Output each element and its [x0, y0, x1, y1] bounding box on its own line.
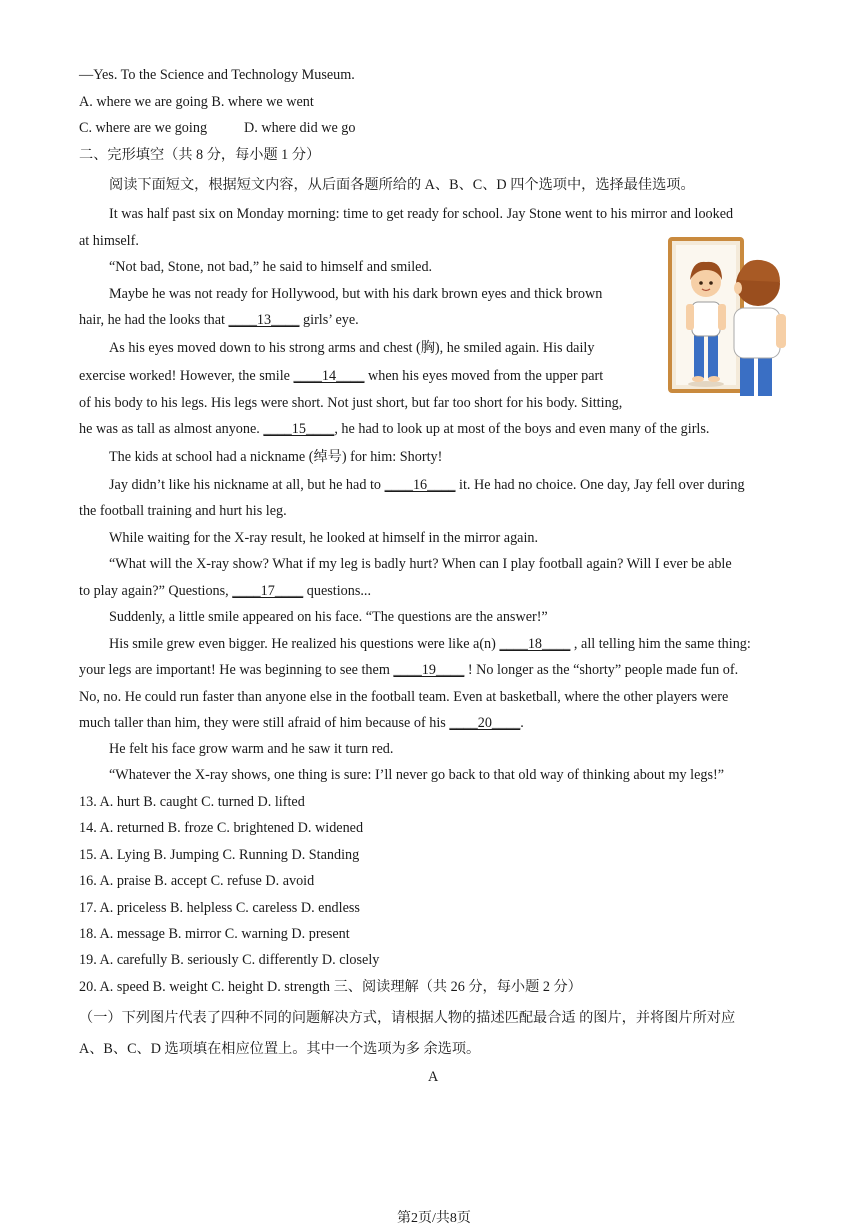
- passage-line: No, no. He could run faster than anyone else in the football team. Even at basketball, where the other players were: [79, 689, 729, 705]
- passage-text: exercise worked! However, the smile: [79, 368, 294, 384]
- passage-line: He felt his face grow warm and he saw it turn red.: [109, 741, 394, 757]
- passage-line: the football training and hurt his leg.: [79, 503, 287, 519]
- passage-line: [79, 367, 603, 385]
- passage-line: “Not bad, Stone, not bad,” he said to himself and smiled.: [109, 259, 433, 275]
- picture-label-a: A: [428, 1069, 439, 1085]
- section-instruction-cloze: 阅读下面短文，根据短文内容，从后面各题所给的 A、B、C、D 四个选项中，选择最佳选项。: [109, 177, 695, 193]
- question-item: 17. A. priceless B. helpless C. careless D. endless: [79, 900, 360, 916]
- option-d: D. where did we go: [244, 120, 356, 136]
- boy-mirror-illustration: [668, 236, 790, 398]
- blank-17: ____17____: [232, 583, 304, 599]
- options-line-ab: A. where we are going B. where we went: [79, 94, 314, 110]
- passage-text: His smile grew even bigger. He realized his questions were like a(n): [109, 636, 500, 652]
- blank-18: ____18____: [499, 636, 571, 652]
- question-item: 15. A. Lying B. Jumping C. Running D. Standing: [79, 847, 360, 863]
- passage-line: The kids at school had a nickname (绰号) for him: Shorty!: [109, 449, 443, 465]
- passage-line: [79, 582, 371, 600]
- blank-19: ____19____: [393, 662, 465, 678]
- blank-20: ____20____: [449, 715, 521, 731]
- passage-line: of his body to his legs. His legs were short. Not just short, but far too short for his body. Sitting,: [79, 395, 623, 411]
- passage-line: [109, 635, 751, 653]
- passage-line: [79, 311, 359, 329]
- blank-16: ____16____: [384, 477, 456, 493]
- question-item: 14. A. returned B. froze C. brightened D. widened: [79, 820, 364, 836]
- reading-instruction: （一）下列图片代表了四种不同的问题解决方式，请根据人物的描述匹配最合适 的图片，并将图片所对应: [79, 1010, 736, 1026]
- passage-line: [79, 661, 738, 679]
- passage-text: hair, he had the looks that: [79, 312, 229, 328]
- answer-reply-line: —Yes. To the Science and Technology Museum.: [79, 67, 355, 83]
- passage-line: Maybe he was not ready for Hollywood, but with his dark brown eyes and thick brown: [109, 286, 603, 302]
- passage-text: it. He had no choice. One day, Jay fell over during: [455, 477, 745, 493]
- option-c: C. where are we going: [79, 120, 208, 136]
- question-item: 13. A. hurt B. caught C. turned D. lifted: [79, 794, 305, 810]
- passage-text: to play again?” Questions,: [79, 583, 233, 599]
- page-number: 第2页/共8页: [397, 1211, 471, 1226]
- section-heading-cloze: 二、完形填空（共 8 分，每小题 1 分）: [79, 147, 321, 163]
- question-item: 18. A. message B. mirror C. warning D. present: [79, 926, 350, 942]
- passage-text: much taller than him, they were still afraid of him because of his: [79, 715, 450, 731]
- blank-13: ____13____: [228, 312, 300, 328]
- passage-text: girls’ eye.: [299, 312, 359, 328]
- passage-text: Jay didn’t like his nickname at all, but he had to: [109, 477, 385, 493]
- passage-text: questions...: [303, 583, 371, 599]
- passage-text: .: [520, 715, 524, 731]
- passage-text: , all telling him the same thing:: [570, 636, 751, 652]
- passage-text: ! No longer as the “shorty” people made fun of.: [464, 662, 739, 678]
- passage-text: your legs are important! He was beginning to see them: [79, 662, 394, 678]
- passage-text: , he had to look up at most of the boys and even many of the girls.: [334, 421, 710, 437]
- passage-line: [79, 420, 709, 438]
- question-item: 16. A. praise B. accept C. refuse D. avoid: [79, 873, 315, 889]
- passage-line: “What will the X-ray show? What if my leg is badly hurt? When can I play football again? Will I ever be able: [109, 556, 732, 572]
- passage-line: “Whatever the X-ray shows, one thing is sure: I’ll never go back to that old way of thinking about my legs!”: [109, 767, 725, 783]
- passage-text: he was as tall as almost anyone.: [79, 421, 264, 437]
- question-item: 20. A. speed B. weight C. height D. strength 三、阅读理解（共 26 分，每小题 2 分）: [79, 979, 582, 995]
- blank-15: ____15____: [263, 421, 335, 437]
- passage-line: Suddenly, a little smile appeared on his face. “The questions are the answer!”: [109, 609, 548, 625]
- passage-line: As his eyes moved down to his strong arms and chest (胸), he smiled again. His daily: [109, 340, 595, 356]
- passage-line: at himself.: [79, 233, 139, 249]
- passage-line: [109, 476, 745, 494]
- question-item: 19. A. carefully B. seriously C. differently D. closely: [79, 952, 380, 968]
- passage-text: when his eyes moved from the upper part: [364, 368, 604, 384]
- reading-instruction: A、B、C、D 选项填在相应位置上。其中一个选项为多 余选项。: [79, 1041, 481, 1057]
- passage-line: While waiting for the X-ray result, he looked at himself in the mirror again.: [109, 530, 539, 546]
- passage-line: It was half past six on Monday morning: time to get ready for school. Jay Stone went to his mirror and looked: [109, 206, 734, 222]
- passage-line: [79, 714, 524, 732]
- blank-14: ____14____: [293, 368, 365, 384]
